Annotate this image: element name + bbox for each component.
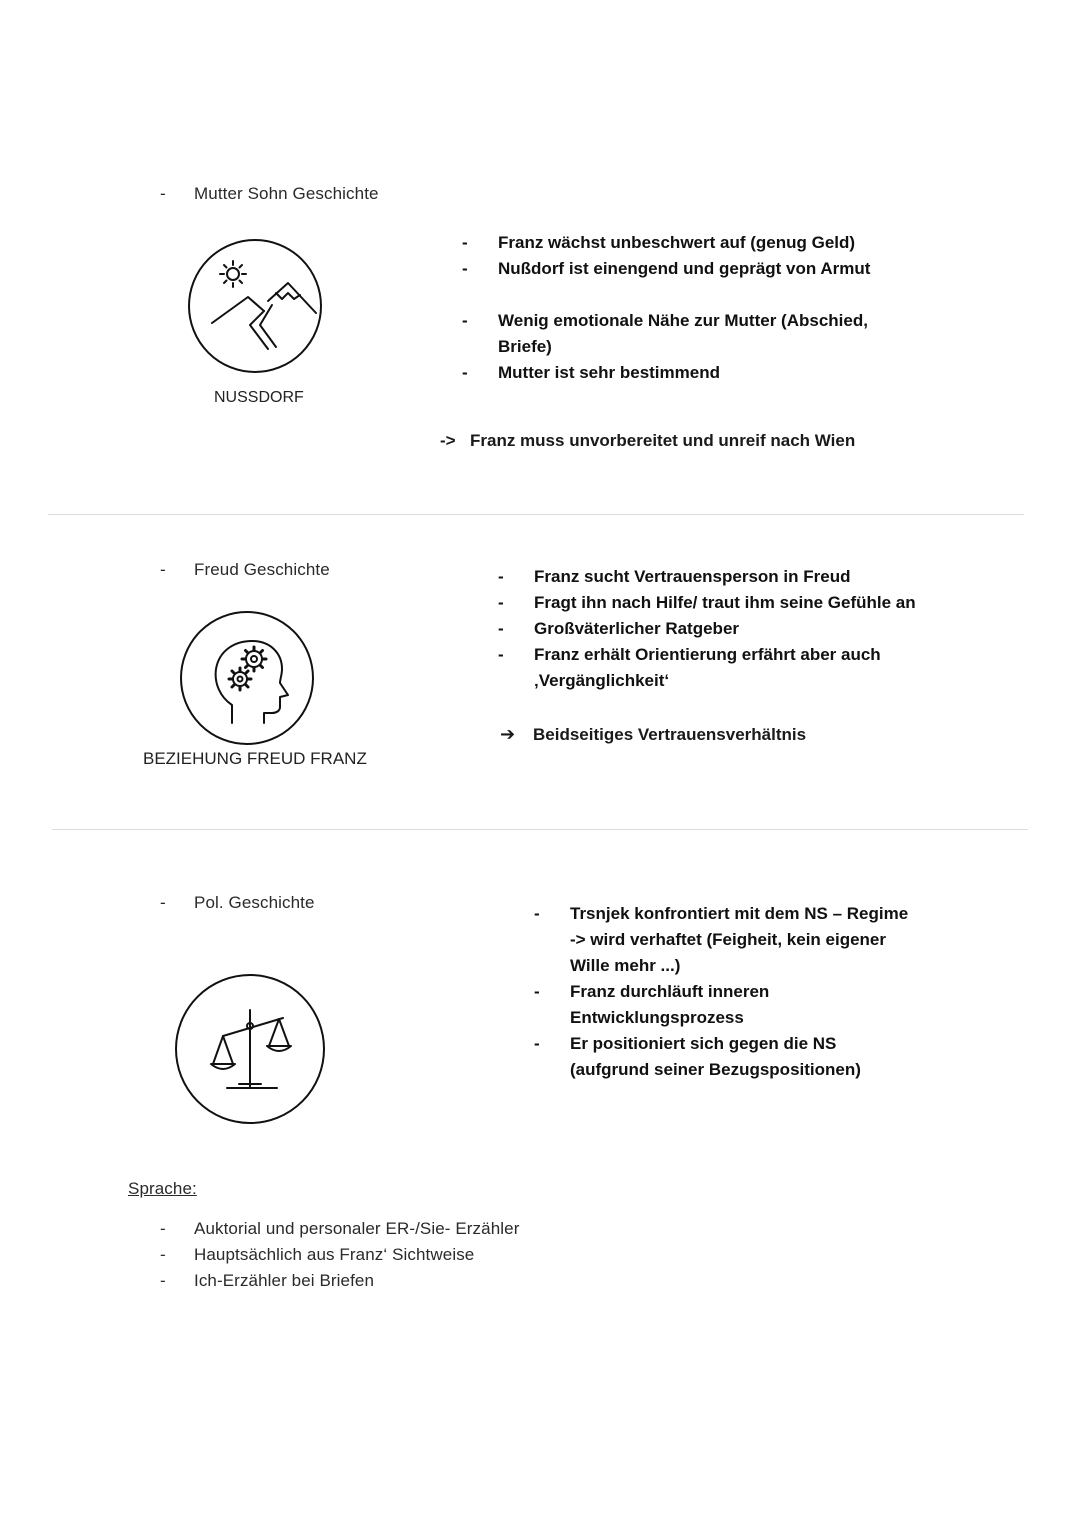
list-item: - Franz erhält Orientierung erfährt aber auch ‚Vergänglichkeit‘ — [498, 642, 894, 694]
sprache-bullet-list — [160, 1216, 660, 1294]
section1-icon-circle — [188, 239, 322, 373]
heading-dash: - — [160, 184, 166, 203]
section2-icon-circle — [180, 611, 314, 745]
list-item: - Er positioniert sich gegen die NS (aufgrund seiner Bezugspositionen) — [534, 1031, 915, 1083]
section2-bullet-list — [498, 564, 938, 694]
section1-caption: NUSSDORF — [214, 389, 304, 406]
section3-heading: Pol. Geschichte — [194, 893, 315, 912]
section1-bullet-list — [462, 230, 882, 386]
sprache-heading: Sprache: — [128, 1179, 197, 1198]
list-item: - Ich-Erzähler bei Briefen — [160, 1268, 660, 1294]
list-item: - Franz wächst unbeschwert auf (genug Geld) — [462, 230, 882, 256]
heading-dash: - — [160, 893, 166, 912]
list-item: - Franz sucht Vertrauensperson in Freud — [498, 564, 938, 590]
scales-icon — [177, 976, 323, 1122]
list-item: - Hauptsächlich aus Franz‘ Sichtweise — [160, 1242, 660, 1268]
section3-icon-circle — [175, 974, 325, 1124]
list-item: - Wenig emotionale Nähe zur Mutter (Abschied, Briefe) — [462, 308, 882, 360]
section2-caption: BEZIEHUNG FREUD FRANZ — [143, 749, 367, 768]
conclusion-text: Beidseitiges Vertrauensverhältnis — [533, 725, 807, 744]
list-item: - Trsnjek konfrontiert mit dem NS – Regime -> wird verhaftet (Feigheit, kein eigener Wille mehr ...) — [534, 901, 915, 979]
section1-conclusion — [440, 431, 855, 451]
list-item: - Großväterlicher Ratgeber — [498, 616, 938, 642]
section1-heading: Mutter Sohn Geschichte — [194, 184, 379, 203]
list-item: - Franz durchläuft inneren Entwicklungsprozess — [534, 979, 944, 1031]
list-item: - Mutter ist sehr bestimmend — [462, 360, 882, 386]
heading-dash: - — [160, 560, 166, 579]
conclusion-text: Franz muss unvorbereitet und unreif nach Wien — [470, 431, 856, 450]
list-item: - Auktorial und personaler ER-/Sie- Erzähler — [160, 1216, 660, 1242]
list-item: - Nußdorf ist einengend und geprägt von Armut — [462, 256, 882, 282]
section3-bullet-list — [534, 901, 944, 1083]
arrow-marker: -> — [440, 431, 456, 450]
arrow-right-icon: ➔ — [500, 724, 516, 744]
section-divider — [52, 829, 1028, 830]
section2-conclusion — [500, 724, 806, 745]
sun-mountain-icon — [190, 241, 320, 371]
list-item: - Fragt ihn nach Hilfe/ traut ihm seine Gefühle an — [498, 590, 938, 616]
section2-heading: Freud Geschichte — [194, 560, 330, 579]
head-gears-icon — [182, 613, 312, 743]
section-divider — [48, 514, 1024, 515]
